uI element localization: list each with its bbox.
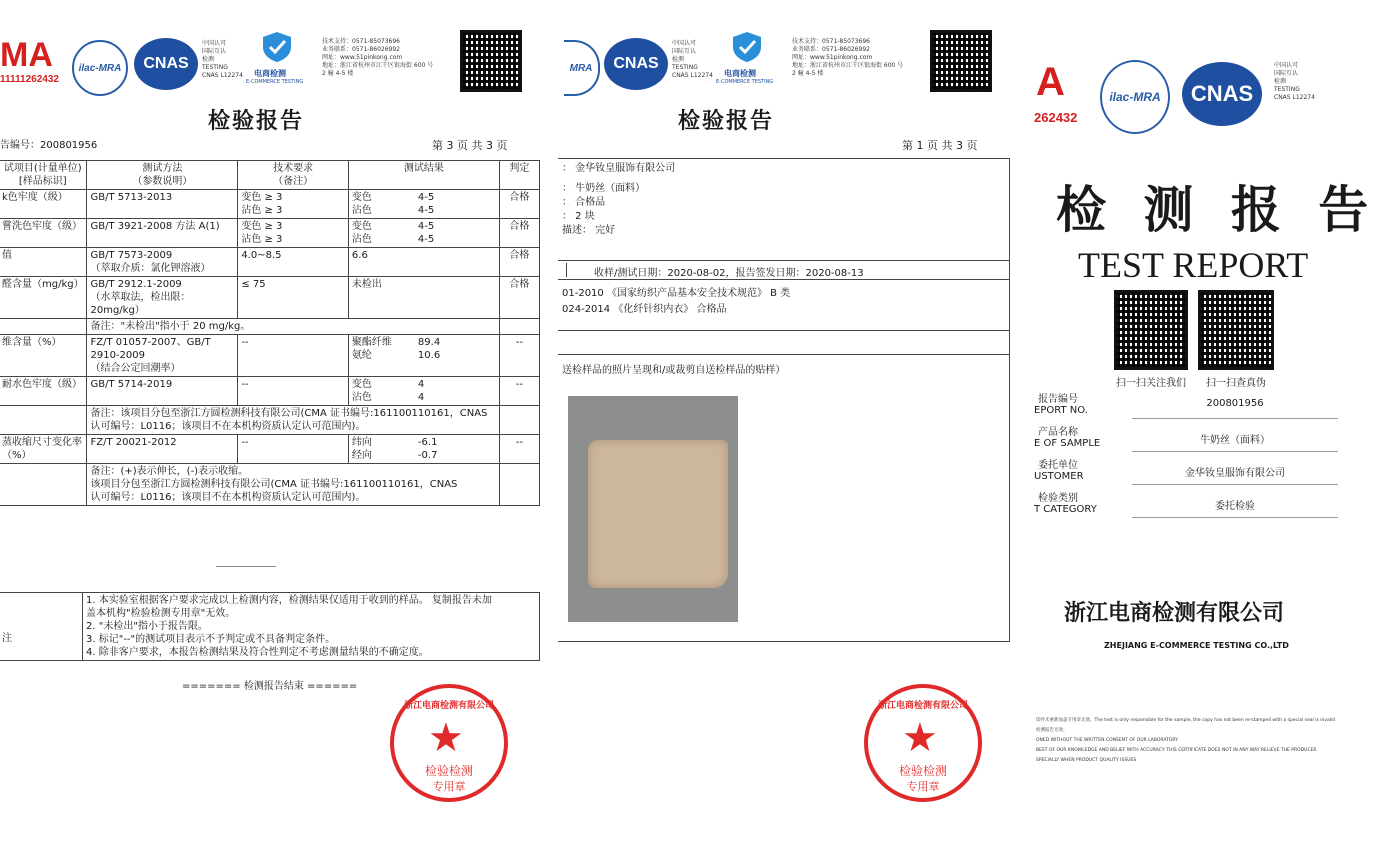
ilac-mra-logo: ilac-MRA [1100, 60, 1170, 134]
table-row: 耐水色牢度（级） GB/T 5714-2019 -- 变色 沾色 4 4 -- [0, 377, 540, 406]
page-info: 第 3 页 共 3 页 [432, 139, 508, 152]
eco-testing-label: 电商检测 [724, 69, 756, 78]
cover-fields [1034, 390, 1338, 522]
report-cover-page [1022, 0, 1378, 842]
fabric-swatch [588, 440, 728, 588]
report-number: 告编号：200801956 [0, 140, 98, 151]
table-row: 嘗洗色牢度（级） GB/T 3921-2008 方法 A(1) 变色 ≥ 3 沾色 ≥ 3 变色 沾色 4-5 4-5 合格 [0, 219, 540, 248]
follow-qr-label: 扫一扫关注我们 [1116, 378, 1186, 389]
report-page-3 [0, 0, 548, 842]
table-header: 试项目(计量单位) [样品标识] 测试方法 （参数说明） 技术要求 （备注） 测试结果 判定 [0, 161, 540, 190]
fine-print: 印件未重新加盖专用章无效。The test is only responsible for the sample, the copy has not been re-stamped with a special seal is invalid 检测报告无效。 ONED WITHOUT THE WRITTEN CONSENT OF OUR LABORATORY BEST OF OUR KNOWLEDGE AND BELIEF WITH ACCURACY. THIS CERTIFICATE DOES NOT IN ANY WAY RELIEVE THE PRODUCER SPECIALLY WHEN PRODUCT QUALITY ISSUES [1036, 718, 1336, 763]
table-note-row: 备注：(+)表示伸长，(-)表示收缩。 该项目分包至浙江方圆检测科技有限公司(CMA 证书编号:161100110161，CNAS 认可编号：L0116；该项目不在本机构资质认定认可范围内)。 [0, 464, 540, 506]
seal-ring-text: 浙江电商检测有限公司 [878, 701, 969, 711]
sample-photo [568, 396, 738, 622]
verify-qr-code [1198, 290, 1274, 370]
table-row: 值 GB/T 7573-2009 （萃取介质：氯化钾溶液） 4.0~8.5 6.6 合格 [0, 248, 540, 277]
qr-code [930, 30, 992, 92]
company-name-cn: 浙江电商检测有限公司 [1064, 601, 1285, 626]
table-row: 蒸收缩尺寸变化率（%） FZ/T 20021-2012 -- 纬向 经向 -6.1 -0.7 -- [0, 435, 540, 464]
eco-testing-en: E-COMMERCE TESTING [246, 79, 304, 85]
official-seal: 浙江电商检测有限公司 ★ 检验检测 专用章 [864, 684, 982, 802]
cma-number: 11111262432 [0, 74, 59, 85]
contact-info: 技术支持：0571-85073696 业务联系：0571-86026992 网址：www.51pinkong.com 地址：浙江省杭州市江干区银海街 600 号 2 幢 4-5 楼 [322, 38, 434, 77]
cma-logo: MA [0, 36, 53, 74]
cnas-logo: CNAS [134, 38, 198, 90]
standard-1: 01-2010 《国家纺织产品基本安全技术规范》 B 类 [562, 288, 791, 299]
remark-line: 2. "未检出"指小于报告限。 [86, 621, 208, 632]
remarks-label: 注 [2, 633, 12, 644]
star-icon: ★ [902, 715, 938, 761]
company-name-en: ZHEJIANG E-COMMERCE TESTING CO.,LTD [1104, 641, 1289, 650]
sample-info [562, 162, 675, 238]
accreditation-text: 中国认可 国际互认 检测 TESTING CNAS L12274 [672, 40, 713, 79]
cover-field-row: 委托单位 USTOMER 金华钕皇服饰有限公司 [1034, 456, 1338, 489]
cover-field-row: 检验类别 T CATEGORY 委托检验 [1034, 489, 1338, 522]
remark-line: 4. 除非客户要求，本报告检测结果及符合性判定不考虑测量结果的不确定度。 [86, 647, 429, 658]
info-customer: ： 金华钕皇服饰有限公司 [562, 163, 676, 174]
test-results-table [0, 160, 540, 506]
follow-qr-code [1114, 290, 1188, 370]
cnas-logo: CNAS [604, 38, 668, 90]
report-page-1 [558, 0, 1010, 842]
verify-qr-label: 扫一扫查真伪 [1206, 378, 1266, 389]
accreditation-text: 中国认可 国际互认 检测 TESTING CNAS L12274 [202, 40, 243, 79]
seal-ring-text: 浙江电商检测有限公司 [404, 701, 495, 711]
shield-check-icon [728, 30, 766, 64]
test-dates: 收样/测试日期：2020-08-02，报告签发日期：2020-08-13 [594, 268, 864, 279]
page-info: 第 1 页 共 3 页 [902, 139, 978, 152]
table-note-row: 备注："未检出"指小于 20 mg/kg。 [0, 319, 540, 335]
qr-code [460, 30, 522, 92]
cnas-logo: CNAS [1182, 62, 1262, 126]
remark-line: 3. 标记"--"的测试项目表示不予判定或不具备判定条件。 [86, 634, 336, 645]
remark-line: 盖本机构"检验检测专用章"无效。 [86, 608, 236, 619]
page-title: 检验报告 [208, 108, 305, 134]
report-end-marker: ======= 检测报告结束 ====== [182, 681, 358, 692]
cover-field-row: 报告编号 EPORT NO. 200801956 [1034, 390, 1338, 423]
cma-logo: A [1036, 60, 1065, 104]
table-row: 醛含量（mg/kg） GB/T 2912.1-2009 （水萃取法，检出限：20mg/kg） ≤ 75 未检出 合格 [0, 277, 540, 319]
cover-title-cn: 检 测 报 告 [1056, 180, 1378, 239]
table-row: k色牢度（级） GB/T 5713-2013 变色 ≥ 3 沾色 ≥ 3 变色 沾色 4-5 4-5 合格 [0, 190, 540, 219]
cma-number: 262432 [1034, 110, 1078, 125]
remarks-table [0, 592, 540, 661]
ilac-mra-logo: MRA [564, 40, 600, 96]
official-seal: 浙江电商检测有限公司 ★ 检验检测 专用章 [390, 684, 508, 802]
photo-caption: 送检样品的照片呈现和/或裁剪自送检样品的贴样） [562, 365, 786, 376]
cover-title-en: TEST REPORT [1078, 245, 1309, 285]
shield-check-icon [258, 30, 296, 64]
info-condition: 描述： 完好 [562, 225, 616, 236]
remark-line: 1. 本实验室根据客户要求完成以上检测内容，检测结果仅适用于收到的样品。 复制报告未加 [86, 595, 492, 606]
table-note-row: 备注：该项目分包至浙江方圆检测科技有限公司(CMA 证书编号:161100110161，CNAS 认可编号：L0116；该项目不在本机构资质认定认可范围内)。 [0, 406, 540, 435]
eco-testing-en: E-COMMERCE TESTING [716, 79, 774, 85]
eco-testing-label: 电商检测 [254, 69, 286, 78]
page-title: 检验报告 [678, 108, 775, 134]
standard-2: 024-2014 《化纤针织内衣》 合格品 [562, 304, 727, 315]
info-quantity: ： 2 块 [562, 211, 595, 222]
ilac-mra-logo: ilac-MRA [72, 40, 128, 96]
table-row: 维含量（%） FZ/T 01057-2007、GB/T 2910-2009 （结合公定回潮率） -- 聚酯纤维 氨纶 89.4 10.6 -- [0, 335, 540, 377]
info-grade: ： 合格品 [562, 197, 606, 208]
cover-field-row: 产品名称 E OF SAMPLE 牛奶丝（面料） [1034, 423, 1338, 456]
star-icon: ★ [428, 715, 464, 761]
contact-info: 技术支持：0571-85073696 业务联系：0571-86026992 网址：www.51pinkong.com 地址：浙江省杭州市江干区银海街 600 号 2 幢 4-5 楼 [792, 38, 904, 77]
info-sample-name: ： 牛奶丝（面料） [562, 183, 646, 194]
divider [216, 566, 276, 567]
accreditation-text: 中国认可 国际互认 检测 TESTING CNAS L12274 [1274, 62, 1315, 101]
